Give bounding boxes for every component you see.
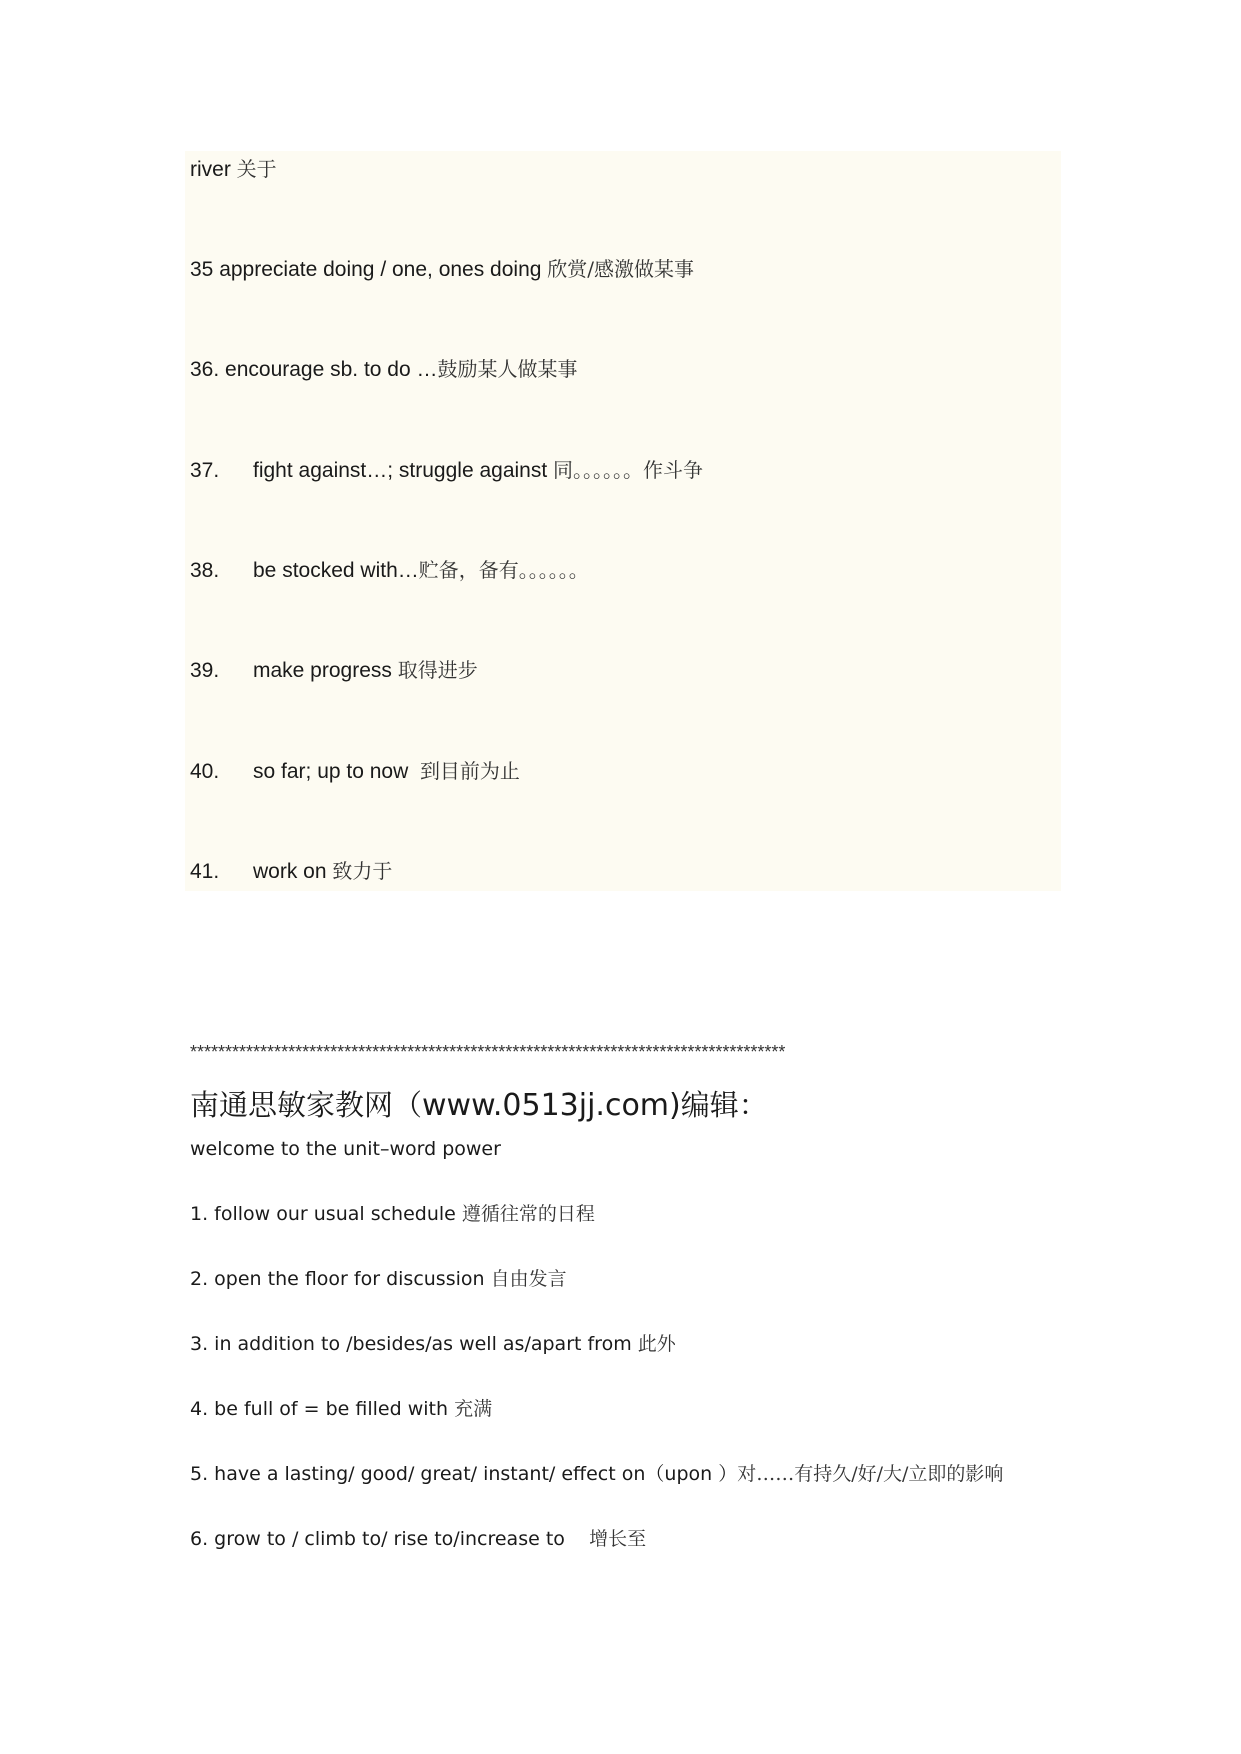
item-number: 39.	[190, 659, 220, 682]
item-number: 41.	[190, 860, 220, 883]
separator-line: *************************************************************************************	[190, 1042, 786, 1062]
section-subtitle: welcome to the unit–word power	[190, 1138, 501, 1160]
item-number: 38.	[190, 559, 220, 582]
vocab-english: make progress	[253, 659, 398, 682]
vocab-item	[190, 757, 520, 786]
heading-suffix: 编辑：	[680, 1088, 768, 1122]
vocab-english: fight against…; struggle against	[253, 459, 554, 482]
vocab-chinese: 充满	[454, 1398, 493, 1420]
vocab-chinese: 增长至	[589, 1528, 647, 1550]
vocab-item	[190, 1461, 1003, 1487]
vocab-chinese: 此外	[637, 1333, 676, 1355]
vocab-chinese: 贮备，备有。。。。。。	[418, 558, 589, 582]
vocab-chinese: 同。。。。。。作斗争	[553, 458, 704, 482]
heading-prefix: 南通思敏家教网（	[190, 1088, 423, 1122]
vocab-english: 6. grow to / climb to/ rise to/increase to	[190, 1528, 590, 1550]
vocab-item	[190, 355, 578, 384]
vocab-item	[190, 1396, 492, 1422]
vocab-chinese: 关于	[236, 157, 277, 181]
vocab-item	[190, 656, 478, 685]
vocab-chinese: 自由发言	[490, 1268, 567, 1290]
vocab-chinese: 欣赏/感激做某事	[547, 257, 695, 281]
vocab-item	[190, 1526, 646, 1552]
vocab-english: 5. have a lasting/ good/ great/ instant/ effect on（upon ）	[190, 1463, 738, 1485]
vocab-english: so far; up to now	[253, 760, 420, 783]
vocab-chinese: 取得进步	[397, 658, 478, 682]
vocab-chinese: 遵循往常的日程	[461, 1203, 595, 1225]
vocab-chinese: 致力于	[332, 859, 393, 883]
vocab-english: be stocked with…	[253, 559, 419, 582]
vocab-english: 1. follow our usual schedule	[190, 1203, 462, 1225]
vocab-item	[190, 155, 277, 184]
vocab-item	[190, 1266, 567, 1292]
vocab-item	[190, 556, 589, 585]
vocab-chinese: 对……有持久/好/大/立即的影响	[737, 1463, 1004, 1485]
vocab-item	[190, 1331, 676, 1357]
vocab-chinese: 到目前为止	[419, 759, 520, 783]
vocab-english: river	[190, 158, 237, 181]
heading-url: www.0513jj.com)	[422, 1088, 681, 1123]
vocab-english: 4. be full of = be filled with	[190, 1398, 455, 1420]
section-heading	[190, 1085, 768, 1126]
vocab-item	[190, 456, 703, 485]
vocab-item	[190, 857, 392, 886]
vocab-item	[190, 1201, 595, 1227]
item-number: 37.	[190, 459, 220, 482]
vocab-english: 36. encourage sb. to do …	[190, 358, 438, 381]
vocab-english: 2. open the floor for discussion	[190, 1268, 491, 1290]
vocab-english: 3. in addition to /besides/as well as/apart from	[190, 1333, 638, 1355]
vocab-english: 35 appreciate doing / one, ones doing	[190, 258, 548, 281]
item-number: 40.	[190, 760, 220, 783]
vocab-item	[190, 255, 694, 284]
vocab-chinese: 鼓励某人做某事	[437, 357, 578, 381]
vocab-english: work on	[253, 860, 333, 883]
